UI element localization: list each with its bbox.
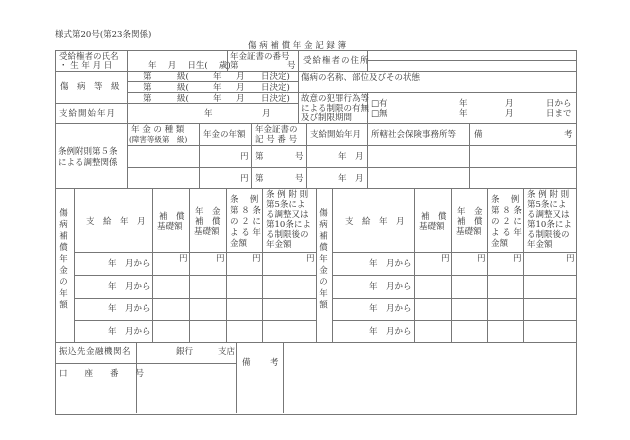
bank-notes-r: 考 (270, 358, 279, 368)
annual-side-label-left: 傷病補償年金の年額 (57, 208, 68, 312)
yen: 円 (252, 254, 261, 264)
adj-line: 第5条によ (527, 200, 567, 210)
col-base-1: 補 償 (421, 212, 447, 222)
injury-label: 傷病の名称、部位及びその状態 (301, 73, 421, 83)
adj-line: る制限後の (266, 230, 309, 240)
art8-line: 金額 (230, 239, 248, 249)
grade-dai: 第 (143, 94, 152, 104)
address-field[interactable] (368, 51, 575, 71)
annual-row-period[interactable]: 年 月から (108, 327, 151, 337)
address-label: 受給権者の住所 (303, 56, 370, 66)
yen: 円 (441, 254, 450, 264)
col-base-1: 補 償 (159, 212, 185, 222)
bank-suffix: 銀行 (176, 347, 194, 357)
col-art8 (230, 195, 261, 250)
art8-line: 第 ８ 条 (491, 206, 522, 216)
line (332, 188, 333, 342)
col-period: 支 給 年 月 (345, 217, 405, 227)
grade-tsuki: 月 (236, 72, 245, 82)
annual-row-period[interactable]: 年 月から (108, 304, 151, 314)
yes-tsuki: 月 (505, 99, 514, 109)
art8-line: の ２ に (491, 217, 522, 227)
adj-line: 第10条によ (266, 220, 311, 230)
line (236, 342, 237, 413)
line (487, 188, 488, 342)
col-pension-2: 補 償 (195, 217, 221, 227)
adj-line: 年金額 (266, 240, 292, 250)
line (189, 188, 190, 342)
period: 年 月から (369, 259, 412, 269)
no-tsuki: 月 (505, 109, 514, 119)
restriction-yes-checkbox[interactable]: □有 (371, 99, 388, 109)
col-type-2: (障害等級第 級) (129, 135, 188, 144)
col-pension-2: 補 償 (457, 217, 483, 227)
cert-no-prefix: 第 (230, 61, 239, 71)
art8-line: 条 例 (230, 195, 259, 205)
line (55, 123, 576, 124)
art8-line: 第 ８ 条 (230, 206, 261, 216)
line (55, 71, 576, 72)
adj-line: 年金額 (527, 240, 553, 250)
col-office: 所轄社会保険事務所等 (371, 130, 457, 140)
yes-from: 日から (546, 99, 572, 109)
line (74, 298, 316, 299)
no-nen: 年 (459, 109, 468, 119)
line (74, 252, 316, 253)
grade-decided: 日決定) (261, 94, 290, 104)
yen: 円 (306, 254, 315, 264)
grade-kyu: 級( (177, 83, 189, 93)
yes-nen: 年 (459, 99, 468, 109)
adjustment-label-1: 条例附則第５条 (58, 147, 118, 157)
art8-line: 条 例 (491, 195, 520, 205)
restriction-label-2: による制限の有無 (301, 104, 370, 114)
line (127, 145, 576, 146)
dai: 第 (255, 174, 264, 184)
annual-row-period[interactable]: 年 月から (108, 282, 151, 292)
col-type-1: 年 金 の 種 類 (131, 125, 185, 135)
restriction-label-1: 故意の犯罪行為等 (301, 94, 370, 104)
bank-notes-field[interactable] (284, 343, 575, 412)
line (332, 275, 576, 276)
line (469, 123, 470, 188)
adj-line: 第5条によ (266, 200, 306, 210)
yen: 円 (216, 254, 225, 264)
adjustment-label-2: による調整関係 (58, 158, 118, 168)
annual-row-period[interactable]: 年 月から (369, 282, 412, 292)
col-start: 支給開始年月 (310, 130, 362, 140)
art8-line: よ る 年 (230, 228, 261, 238)
line (262, 188, 263, 342)
cert-no-suffix: 号 (287, 61, 296, 71)
line (127, 167, 576, 168)
line (451, 188, 452, 342)
line (127, 50, 128, 188)
recipient-birth-label: ・ 生 年 月 日 (59, 61, 113, 71)
line (332, 320, 576, 321)
bank-label: 振込先金融機関名 (59, 347, 132, 357)
cert-no-label: 年金証書の番号 (230, 52, 290, 62)
line (74, 320, 316, 321)
col-adj (527, 190, 572, 250)
nen: 年 (338, 152, 347, 162)
adj-line: 条 例 附 則 (527, 190, 570, 200)
tsuki: 月 (355, 152, 364, 162)
col-art8 (491, 195, 522, 250)
nen: 年 (338, 174, 347, 184)
adj-line: る調整又は (266, 210, 309, 220)
col-pension-1: 年 金 (195, 207, 221, 217)
col-adj (266, 190, 311, 250)
adj-line: 第10条によ (527, 220, 572, 230)
dai: 第 (255, 152, 264, 162)
injury-field[interactable] (299, 84, 575, 92)
branch-suffix: 支店 (218, 347, 236, 357)
line (127, 92, 576, 93)
col-pension-3: 基礎額 (194, 227, 220, 237)
col-notes-l: 備 (474, 130, 483, 140)
go: 号 (295, 174, 304, 184)
yen: 円 (566, 254, 575, 264)
account-field[interactable] (137, 364, 235, 383)
line (199, 123, 200, 188)
col-cert-2: 記 号 番 号 (255, 135, 298, 145)
art8-line: よ る 年 (491, 228, 522, 238)
grade-nen: 年 (213, 72, 222, 82)
col-pension-3: 基礎額 (456, 227, 482, 237)
grade-tsuki: 月 (236, 94, 245, 104)
tsuki: 月 (355, 174, 364, 184)
period: 年 月から (108, 259, 151, 269)
yen: 円 (179, 254, 188, 264)
grade-dai: 第 (143, 83, 152, 93)
start-nen: 年 (204, 109, 213, 119)
bank-field[interactable] (137, 343, 235, 362)
yen: 円 (513, 254, 522, 264)
line (367, 123, 368, 188)
col-cert-1: 年金証書の (255, 125, 298, 135)
annual-side-label-right: 傷病補償年金の年額 (317, 208, 328, 312)
grade-decided: 日決定) (261, 83, 290, 93)
yen: 円 (477, 254, 486, 264)
account-label: 口 座 番 号 (59, 369, 145, 379)
art8-line: の ２ に (230, 217, 261, 227)
start-label: 支給開始年月 (59, 109, 117, 119)
line (226, 188, 227, 342)
line (414, 188, 415, 342)
line (332, 298, 576, 299)
go: 号 (295, 152, 304, 162)
grade-kyu: 級( (177, 72, 189, 82)
bank-notes-l: 備 (242, 358, 251, 368)
line (523, 188, 524, 342)
col-base-2: 基礎額 (157, 222, 183, 232)
col-period: 支 給 年 月 (86, 217, 146, 227)
art8-line: 金額 (491, 239, 509, 249)
adj-line: る調整又は (527, 210, 570, 220)
grade-tsuki: 月 (236, 83, 245, 93)
line (152, 188, 153, 342)
recipient-name-label: 受給権者の氏名 (59, 52, 119, 62)
restriction-no-checkbox[interactable]: □無 (371, 109, 388, 119)
col-amount: 年金の年額 (203, 130, 246, 140)
grade-label: 傷 病 等 級 (60, 82, 120, 92)
grade-nen: 年 (213, 83, 222, 93)
birthdate-field[interactable]: 年 月 日生( 歳) (148, 61, 231, 71)
line (74, 275, 316, 276)
adj-line: る制限後の (527, 230, 570, 240)
line (74, 188, 75, 342)
annual-row-period[interactable]: 年 月から (369, 327, 412, 337)
line (316, 188, 317, 342)
grade-nen: 年 (213, 94, 222, 104)
grade-dai: 第 (143, 72, 152, 82)
col-base-2: 基礎額 (419, 222, 445, 232)
form-number: 様式第20号(第23条関係) (55, 30, 152, 40)
line (306, 123, 307, 188)
no-until: 日まで (546, 109, 572, 119)
col-pension-1: 年 金 (457, 207, 483, 217)
annual-row-period[interactable]: 年 月から (369, 304, 412, 314)
grade-kyu: 級( (177, 94, 189, 104)
start-tsuki: 月 (262, 109, 271, 119)
form-title: 傷 病 補 償 年 金 記 録 簿 (248, 41, 347, 51)
line (332, 252, 576, 253)
yen: 円 (240, 152, 249, 162)
line (251, 123, 252, 188)
restriction-label-3: 及び制限期間 (301, 113, 353, 123)
adj-line: 条 例 附 則 (266, 190, 309, 200)
col-notes-r: 考 (564, 130, 573, 140)
yen: 円 (240, 174, 249, 184)
grade-decided: 日決定) (261, 72, 290, 82)
